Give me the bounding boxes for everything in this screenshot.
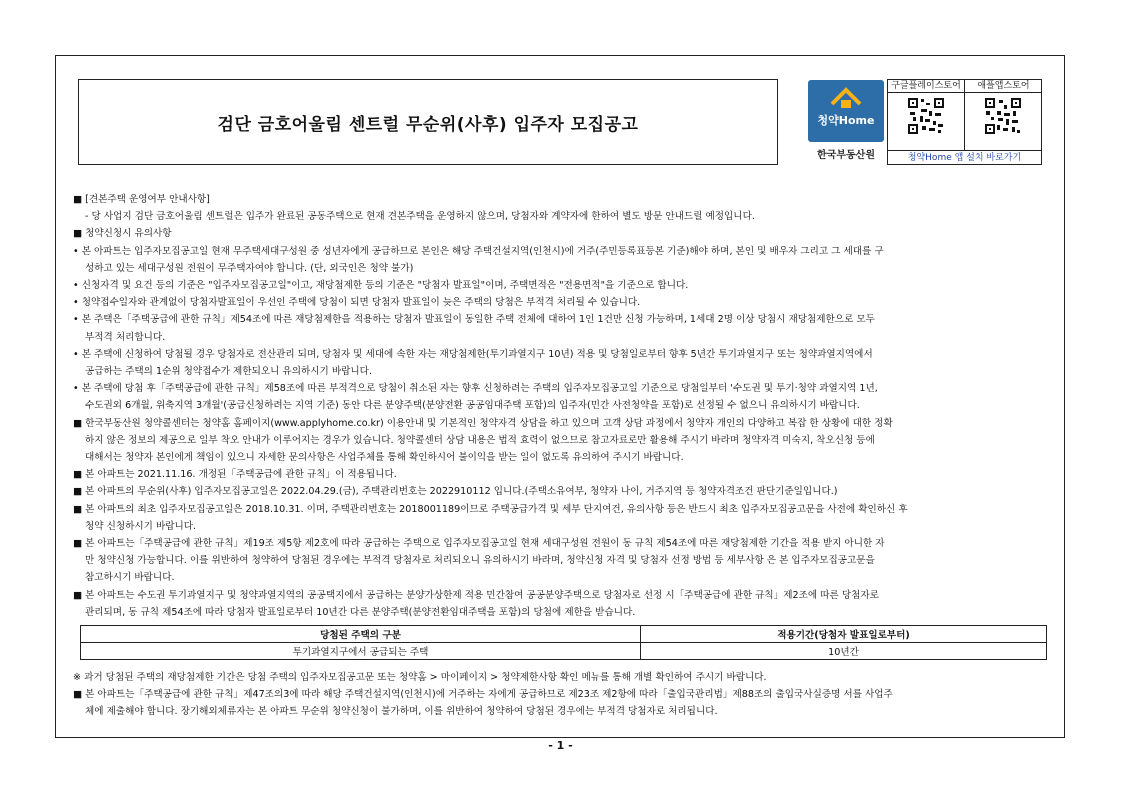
applyhome-logo — [808, 80, 884, 166]
app-install-link[interactable]: 청약Home 앱 설치 바로가기 — [888, 150, 1041, 164]
notice-line: 체에 제출해야 합니다. 장기해외체류자는 본 아파트 무순위 청약신청이 불가하며, 이를 위반하여 청약하여 당첨된 경우에는 부적격 당첨자로 처리됩니다. — [85, 706, 718, 718]
notice-line: ■ 본 아파트는「주택공급에 관한 규칙」제47조의3에 따라 해당 주택건설지역(인천시)에 거주하는 자에게 공급하므로 제23조 제2항에 따라「출입국관리법」제88조의 출입국사실증명 서를 사업주 — [73, 689, 893, 701]
notice-line: • 본 아파트는 입주자모집공고일 현재 무주택세대구성원 중 성년자에게 공급하므로 본인은 해당 주택건설지역(인천시)에 거주(주민등록표등본 기준)해야 하며, 본인 및 배우자 그리고 그 세대를 구 — [73, 245, 884, 257]
qr-google-play[interactable] — [888, 80, 965, 150]
page-number: - 1 - — [548, 739, 573, 752]
table-row — [81, 643, 1047, 660]
notice-line: 부적격 처리합니다. — [85, 331, 166, 343]
notice-line: 청약 신청하시기 바랍니다. — [85, 520, 197, 532]
notice-line: ■ 청약신청시 유의사항 — [73, 228, 172, 240]
notice-line: ■ [견본주택 운영여부 안내사항] — [73, 194, 210, 205]
qr-apple-label: 애플앱스토어 — [965, 80, 1042, 93]
notice-line: • 청약접수일자와 관계없이 당첨자발표일이 우선인 주택에 당첨이 되면 당첨자 발표일이 늦은 주택의 당첨은 부적격 처리될 수 있습니다. — [73, 297, 641, 309]
notice-line: ■ 본 아파트는 수도권 투기과열지구 및 청약과열지역의 공공택지에서 공급하는 분양가상한제 적용 민간참여 공공분양주택으로 당첨자로 선정 시「주택공급에 관한 규칙」제2조에 따른 당첨자로 — [73, 589, 879, 601]
qr-app-store[interactable] — [965, 80, 1042, 150]
notice-line: 공급하는 주택의 1순위 청약접수가 제한되오니 유의하시기 바랍니다. — [85, 366, 372, 378]
qr-code-icon — [984, 97, 1022, 135]
notice-line: ※ 과거 당첨된 주택의 재당첨제한 기간은 당첨 주택의 입주자모집공고문 또는 청약홈 > 마이페이지 > 청약제한사항 확인 메뉴를 통해 개별 확인하여 주시기 바랍니다. — [73, 672, 767, 683]
logo-brand: 청약Home — [817, 114, 875, 127]
notice-line: 참고하시기 바랍니다. — [85, 572, 175, 584]
qr-google-label: 구글플레이스토어 — [888, 80, 964, 93]
table-header: 당첨된 주택의 구분 — [81, 626, 641, 643]
notice-line: 수도권외 6개월, 위축지역 3개월'(공급신청하려는 지역 기준) 동안 다른 분양주택(분양전환 공공임대주택 포함)의 입주자(민간 사전청약을 포함)로 선정될 수 없으니 유의하시기 바랍니다. — [85, 400, 860, 412]
table-cell: 10년간 — [641, 643, 1047, 660]
notice-line: ■ 한국부동산원 청약콜센터는 청약홈 홈페이지(www.applyhome.co.kr) 이용안내 및 기본적인 청약자격 상담을 하고 있으며 고객 상담 과정에서 청약자 개인의 다양하고 복잡 한 상황에 대한 정확 — [73, 417, 893, 429]
notice-line: ■ 본 아파트의 무순위(사후) 입주자모집공고일은 2022.04.29.(금), 주택관리번호는 2022910112 입니다.(주택소유여부, 청약자 나이, 거주지역 등 청약자격조건 판단기준일입니다.) — [73, 486, 838, 498]
notice-line: • 신청자격 및 요건 등의 기준은 "입주자모집공고일"이고, 재당첨제한 등의 기준은 "당첨자 발표일"이며, 주택면적은 "전용면적"을 기준으로 합니다. — [73, 280, 689, 292]
notice-line: 하지 않은 정보의 제공으로 일부 착오 안내가 이루어지는 경우가 있습니다. 청약콜센터 상담 내용은 법적 효력이 없으므로 참고자료로만 활용해 주시기 바라며 청약자격 미숙지, 착오신청 등에 — [85, 434, 875, 446]
notice-line: 성하고 있는 세대구성원 전원이 무주택자여야 합니다. (단, 외국인은 청약 불가) — [85, 262, 414, 274]
notice-line: 관리되며, 동 규칙 제54조에 따라 당첨자 발표일로부터 10년간 다른 분양주택(분양전환임대주택을 포함)의 당첨에 제한을 받습니다. — [85, 606, 636, 618]
notice-line: ■ 본 아파트는「주택공급에 관한 규칙」제19조 제5항 제2호에 따라 공급하는 주택으로 입주자모집공고일 현재 세대구성원 전원이 동 규칙 제54조에 따른 재당첨제한 기간을 적용 받지 아니한 자 — [73, 538, 885, 550]
page-title: 검단 금호어울림 센트럴 무순위(사후) 입주자 모집공고 — [217, 114, 639, 135]
notice-line: - 당 사업지 검단 금호어울림 센트럴은 입주가 완료된 공동주택으로 현재 견본주택을 운영하지 않으며, 당첨자와 계약자에 한하여 별도 방문 안내드릴 예정입니다. — [85, 211, 755, 223]
house-icon — [808, 80, 884, 114]
title-box — [78, 79, 778, 165]
restriction-table — [80, 625, 1047, 660]
logo-mark — [808, 80, 884, 142]
notice-line: 만 청약신청 가능합니다. 이를 위반하여 청약하여 당첨된 경우에는 부적격 당첨자로 처리되오니 유의하시기 바라며, 청약신청 자격 및 당첨자 선정 방법 등 세부사항 은 본 입주자모집공고문을 — [85, 555, 875, 567]
notice-line: • 본 주택은「주택공급에 관한 규칙」제54조에 따른 재당첨제한을 적용하는 당첨자 발표일이 동일한 주택 전체에 대하여 1인 1건만 신청 가능하며, 1세대 2명 이상 당첨시 재당첨제한으로 모두 — [73, 314, 875, 326]
notice-line: ■ 본 아파트의 최초 입주자모집공고일은 2018.10.31. 이며, 주택관리번호는 2018001189이므로 주택공급가격 및 세부 단지여건, 유의사항 등은 반드시 최초 입주자모집공고문을 사전에 확인하신 후 — [73, 503, 908, 515]
notice-footer — [73, 669, 1051, 721]
table-cell: 투기과열지구에서 공급되는 주택 — [81, 643, 641, 660]
table-header-row — [81, 626, 1047, 643]
logo-org: 한국부동산원 — [817, 150, 875, 161]
qr-code-icon — [907, 97, 945, 135]
notice-line: • 본 주택에 신청하여 당첨될 경우 당첨자로 전산관리 되며, 당첨자 및 세대에 속한 자는 재당첨제한(투기과열지구 10년) 적용 및 당첨일로부터 향후 5년간 투기과열지구 또는 청약과열지역에서 — [73, 348, 873, 360]
table-header: 적용기간(당첨자 발표일로부터) — [641, 626, 1047, 643]
qr-block — [887, 79, 1042, 165]
notice-line: • 본 주택에 당첨 후「주택공급에 관한 규칙」제58조에 따른 부적격으로 당첨이 취소된 자는 향후 신청하려는 주택의 입주자모집공고일 기준으로 당첨일부터 '수도권 및 투기·청약 과열지역 1년, — [73, 383, 878, 395]
notice-line: 대해서는 청약자 본인에게 책임이 있으니 자세한 문의사항은 사업주체를 통해 확인하시어 불이익을 받는 일이 없도록 유의하여 주시기 바랍니다. — [85, 452, 684, 464]
notice-body — [73, 191, 1051, 621]
notice-line: ■ 본 아파트는 2021.11.16. 개정된「주택공급에 관한 규칙」이 적용됩니다. — [73, 469, 397, 481]
